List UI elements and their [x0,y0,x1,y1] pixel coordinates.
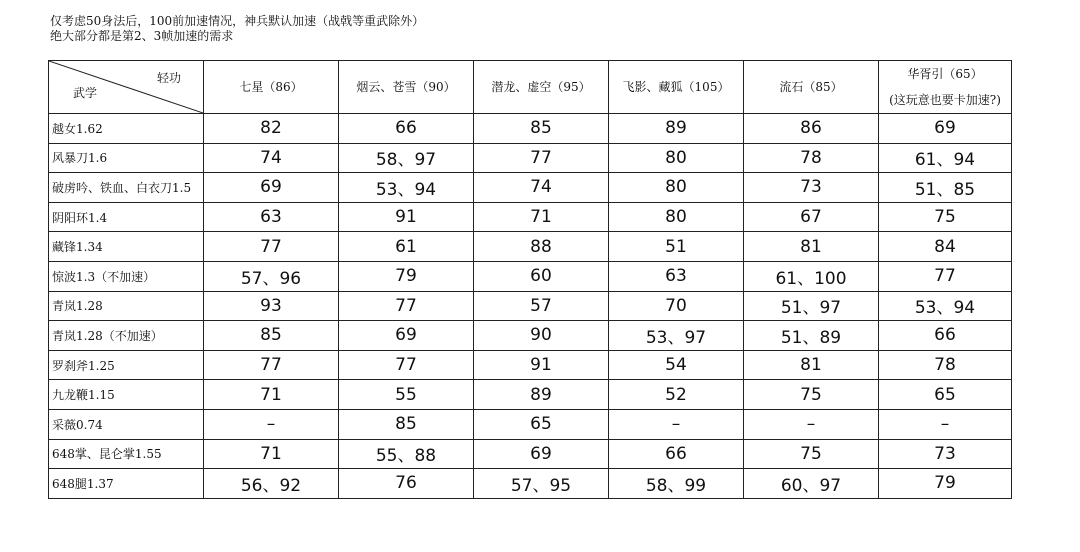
column-header-line: 潜龙、虚空（95） [491,80,591,94]
cell-value: 79 [339,261,474,291]
cell-value: 54 [609,350,744,380]
row-label: 青岚1.28（不加速） [49,321,204,351]
note-line-1: 仅考虑50身法后，100前加速情况，神兵默认加速（战戟等重武除外） [50,14,425,28]
column-header-line: 华胥引（65） [907,67,983,81]
cell-value: 60、97 [744,469,879,499]
cell-value: 66 [609,439,744,469]
cell-value: 69 [879,114,1012,144]
table-row [49,321,1012,351]
table-row [49,143,1012,173]
column-header [744,61,879,114]
table-row [49,202,1012,232]
cell-value: – [609,409,744,439]
table-row [49,232,1012,262]
cell-value: 66 [339,114,474,144]
corner-cell [49,61,204,114]
cell-value: 89 [609,114,744,144]
cell-value: 69 [474,439,609,469]
cell-value: 53、94 [339,173,474,203]
cell-value: 91 [339,202,474,232]
row-label: 采薇0.74 [49,409,204,439]
cell-value: 73 [744,173,879,203]
note-line-2: 绝大部分都是第2、3帧加速的需求 [50,29,234,43]
cell-value: 71 [204,380,339,410]
column-header-note: (这玩意也要卡加速?) [889,93,1001,107]
column-header [339,61,474,114]
cell-value: 61 [339,232,474,262]
cell-value: 70 [609,291,744,321]
notes [50,14,424,44]
row-label: 惊波1.3（不加速） [49,261,204,291]
column-header-line: 飞影、藏狐（105） [622,80,730,94]
row-label: 破虏吟、铁血、白衣刀1.5 [49,173,204,203]
cell-value: 58、99 [609,469,744,499]
row-label: 青岚1.28 [49,291,204,321]
cell-value: 89 [474,380,609,410]
table-row [49,469,1012,499]
cell-value: 79 [879,469,1012,499]
cell-value: 66 [879,321,1012,351]
cell-value: 61、100 [744,261,879,291]
cell-value: 80 [609,202,744,232]
cell-value: 81 [744,350,879,380]
cell-value: 77 [204,350,339,380]
corner-bottom-label: 武学 [73,86,98,100]
cell-value: 85 [474,114,609,144]
cell-value: 71 [474,202,609,232]
column-header-line: 流石（85） [779,80,843,94]
column-header [474,61,609,114]
header-row [49,61,1012,114]
cell-value: 88 [474,232,609,262]
column-header [879,61,1012,114]
row-label: 风暴刀1.6 [49,143,204,173]
cell-value: 74 [474,173,609,203]
cell-value: 77 [474,143,609,173]
row-label: 648掌、昆仑掌1.55 [49,439,204,469]
cell-value: 75 [744,439,879,469]
cell-value: 82 [204,114,339,144]
cell-value: 51 [609,232,744,262]
cell-value: 84 [879,232,1012,262]
speed-table [48,60,1012,499]
cell-value: 78 [879,350,1012,380]
cell-value: 65 [879,380,1012,410]
cell-value: 69 [339,321,474,351]
cell-value: 69 [204,173,339,203]
cell-value: 80 [609,173,744,203]
table-row [49,350,1012,380]
cell-value: 51、89 [744,321,879,351]
cell-value: 86 [744,114,879,144]
row-label: 藏锋1.34 [49,232,204,262]
cell-value: 67 [744,202,879,232]
cell-value: 63 [204,202,339,232]
cell-value: 78 [744,143,879,173]
cell-value: 52 [609,380,744,410]
cell-value: 53、97 [609,321,744,351]
table-row [49,291,1012,321]
cell-value: 77 [879,261,1012,291]
column-header-line: 七星（86） [239,80,303,94]
cell-value: 80 [609,143,744,173]
cell-value: 91 [474,350,609,380]
cell-value: 93 [204,291,339,321]
cell-value: 65 [474,409,609,439]
cell-value: 57、96 [204,261,339,291]
cell-value: 77 [204,232,339,262]
row-label: 阴阳环1.4 [49,202,204,232]
cell-value: 85 [339,409,474,439]
cell-value: 73 [879,439,1012,469]
table-row [49,380,1012,410]
cell-value: 81 [744,232,879,262]
cell-value: 75 [744,380,879,410]
table-row [49,261,1012,291]
table-row [49,173,1012,203]
cell-value: 57、95 [474,469,609,499]
row-label: 罗刹斧1.25 [49,350,204,380]
row-label: 九龙鞭1.15 [49,380,204,410]
cell-value: 76 [339,469,474,499]
cell-value: 77 [339,350,474,380]
cell-value: 77 [339,291,474,321]
cell-value: 60 [474,261,609,291]
cell-value: 55 [339,380,474,410]
cell-value: 57 [474,291,609,321]
cell-value: 51、97 [744,291,879,321]
column-header-line: 烟云、苍雪（90） [356,80,456,94]
cell-value: 61、94 [879,143,1012,173]
cell-value: – [744,409,879,439]
cell-value: 58、97 [339,143,474,173]
cell-value: 71 [204,439,339,469]
cell-value: 51、85 [879,173,1012,203]
cell-value: – [879,409,1012,439]
column-header [609,61,744,114]
table-body [49,114,1012,499]
column-header [204,61,339,114]
cell-value: 75 [879,202,1012,232]
cell-value: 90 [474,321,609,351]
cell-value: 74 [204,143,339,173]
cell-value: 53、94 [879,291,1012,321]
table-row [49,114,1012,144]
row-label: 648腿1.37 [49,469,204,499]
table-row [49,409,1012,439]
corner-top-label: 轻功 [156,71,181,85]
table-row [49,439,1012,469]
cell-value: 85 [204,321,339,351]
row-label: 越女1.62 [49,114,204,144]
cell-value: 63 [609,261,744,291]
cell-value: 56、92 [204,469,339,499]
cell-value: 55、88 [339,439,474,469]
cell-value: – [204,409,339,439]
